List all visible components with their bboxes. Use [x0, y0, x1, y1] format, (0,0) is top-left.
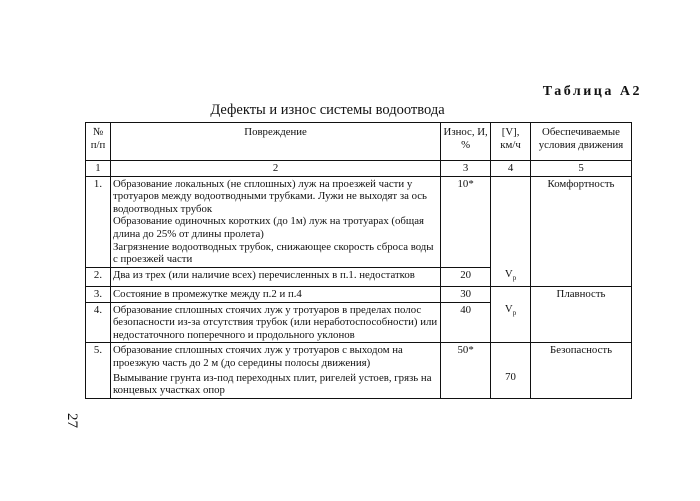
header-ensured: Обеспечиваемые условия движения	[531, 123, 632, 161]
title-text: Дефекты и износ системы водоотвода	[210, 102, 445, 118]
col-number: 5	[531, 161, 632, 177]
speed-cell	[491, 176, 531, 267]
row-num: 5.	[86, 343, 111, 398]
speed-subscript: р	[512, 274, 517, 283]
description-line: Вымывание грунта из-под переходных плит, ригелей устоев, грязь на концевых участках опор	[112, 371, 432, 397]
header-speed: [V], км/ч	[491, 123, 531, 161]
description-line: Загрязнение водоотводных трубок, снижающее скорость сброса воды с проезжей части	[112, 240, 434, 266]
row-wear: 20	[441, 267, 491, 286]
header-wear: Износ, И, %	[441, 123, 491, 161]
speed-symbol: V	[504, 268, 513, 281]
row-num: 2.	[86, 267, 111, 286]
speed-subscript: р	[512, 309, 517, 318]
col-number: 3	[441, 161, 491, 177]
speed-cell	[491, 302, 531, 343]
description-line: Образование сплошных стоячих луж у тротуаров с выходом на проезжую часть до 2 м (до середины полосы движения)	[112, 344, 403, 369]
row-description: Состояние в промежутке между п.2 и п.4	[110, 287, 440, 303]
speed-symbol: V	[504, 303, 513, 316]
header-row	[86, 123, 632, 161]
table-row	[86, 287, 632, 303]
table-row	[86, 343, 632, 398]
row-wear: 30	[441, 287, 491, 303]
page-number: 27	[64, 413, 80, 428]
row-description	[110, 343, 440, 398]
row-description	[110, 176, 440, 267]
speed-cell	[491, 287, 531, 303]
table-caption: Таблица А2	[542, 84, 642, 99]
speed-cell	[491, 267, 531, 286]
defects-table	[85, 122, 632, 399]
row-wear: 10*	[441, 176, 491, 267]
col-number: 2	[110, 161, 440, 177]
row-description: Образование сплошных стоячих луж у тротуаров в пределах полос безопасности из-за отсутствия трубок (или неработоспособности) или недостаточного поперечного и продольного уклонов	[110, 302, 440, 343]
speed-cell: 70	[491, 343, 531, 398]
condition-safety: Безопасность	[531, 343, 632, 398]
row-num: 4.	[86, 302, 111, 343]
col-number: 4	[491, 161, 531, 177]
row-description: Два из трех (или наличие всех) перечисленных в п.1. недостатков	[110, 267, 440, 286]
table-row	[86, 176, 632, 267]
row-num: 3.	[86, 287, 111, 303]
condition-smooth: Плавность	[531, 287, 632, 343]
description-line: Образование одиночных коротких (до 1м) луж на тротуарах (общая длина до 25% от длины пролета)	[112, 215, 424, 240]
description-line: Образование локальных (не сплошных) луж на проезжей части у тротуаров между водоотводными трубками. Лужи не выходят за ось водоотводных трубок	[112, 177, 427, 215]
row-num: 1.	[86, 176, 111, 267]
table-title	[0, 102, 700, 119]
header-num: № п/п	[86, 123, 111, 161]
condition-comfort: Комфортность	[531, 176, 632, 286]
row-wear: 40	[441, 302, 491, 343]
column-number-row	[86, 161, 632, 177]
row-wear: 50*	[441, 343, 491, 398]
header-damage: Повреждение	[110, 123, 440, 161]
col-number: 1	[86, 161, 111, 177]
